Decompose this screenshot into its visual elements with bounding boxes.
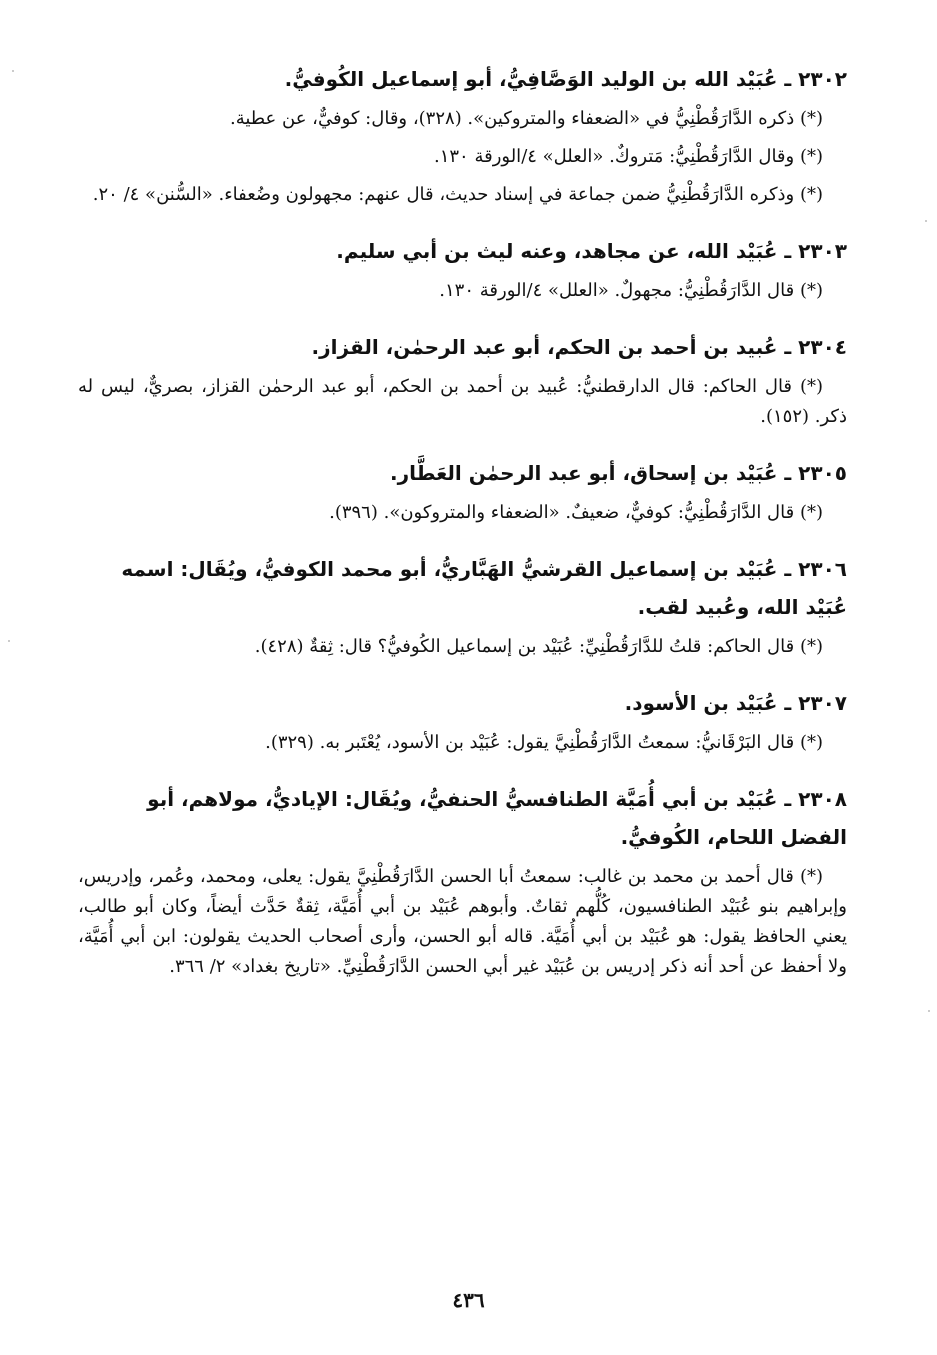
page-number: ٤٣٦	[452, 1288, 485, 1312]
entry-heading: ٢٣٠٢ ـ عُبَيْد الله بن الوليد الوَصَّافِيُّ، أبو إسماعيل الكُوفيُّ.	[284, 67, 847, 91]
entry-heading: ٢٣٠٤ ـ عُبيد بن أحمد بن الحكم، أبو عبد الرحمٰن، القزاز.	[311, 335, 847, 359]
entry-paragraph: (*) قال أحمد بن محمد بن غالب: سمعتُ أبا الحسن الدَّارَقُطْنِيَّ يقول: يعلى، ومحمد، وعُمر، وإدريس، وإبراهيم بنو عُبَيْد الطنافسيون، كُلُّهم ثقاتٌ. وأبوهم عُبَيْد بن أبي أُمَيَّة، ثِقةٌ حَدَّث أيضاً، وكان أبو طالب، يعني الحافظ يقول: هو عُبَيْد بن أبي أُمَيَّة. قاله أبو الحسن، وأرى أصحاب الحديث يقولون: ابن أبي أُمَيَّة، ولا أحفظ عن أحد أنه ذكر إدريس بن عُبَيْد غير أبي الحسن الدَّارَقُطْنِيِّ. «تاريخ بغداد» ٢/ ٣٦٦.	[78, 866, 847, 977]
scan-speck	[928, 1010, 930, 1012]
entry-heading: ٢٣٠٥ ـ عُبَيْد بن إسحاق، أبو عبد الرحمٰن العَطَّار.	[389, 461, 847, 485]
entry-2304	[78, 328, 847, 432]
entry-paragraph: (*) ذكره الدَّارَقُطْنِيُّ في «الضعفاء والمتروكين». (٣٢٨)، وقال: كوفيٌّ، عن عطية.	[229, 108, 823, 129]
entry-heading: ٢٣٠٣ ـ عُبَيْد الله، عن مجاهد، وعنه ليث بن أبي سليم.	[336, 239, 847, 263]
entry-2302	[78, 60, 847, 210]
entry-heading: ٢٣٠٦ ـ عُبَيْد بن إسماعيل القرشيُّ الهَبَّاريُّ، أبو محمد الكوفيُّ، ويُقَال: اسمه عُبَيْد الله، وعُبيد لقب.	[121, 557, 847, 619]
entry-heading: ٢٣٠٧ ـ عُبَيْد بن الأسود.	[624, 691, 847, 715]
entry-2308	[78, 780, 847, 982]
entry-paragraph: (*) قال الدَّارَقُطْنِيُّ: كوفيٌّ، ضعيفٌ. «الضعفاء والمتروكون». (٣٩٦).	[329, 502, 823, 523]
scan-speck	[925, 220, 927, 222]
entry-paragraph: (*) قال الحاكم: قلتُ للدَّارَقُطْنِيِّ: عُبَيْد بن إسماعيل الكُوفيُّ؟ قال: ثِقةٌ (٤٢٨).	[254, 636, 823, 657]
entry-2306	[78, 550, 847, 662]
entry-paragraph: (*) قال الدَّارَقُطْنِيُّ: مجهولٌ. «العلل» ٤/الورقة ١٣٠.	[439, 280, 823, 301]
entry-paragraph: (*) وذكره الدَّارَقُطْنِيُّ ضمن جماعة في إسناد حديث، قال عنهم: مجهولون وضُعفاء. «السُّنن» ٤/ ٢٠.	[92, 184, 823, 205]
scan-speck	[12, 70, 14, 72]
entry-paragraph: (*) قال البَرْقَانيُّ: سمعتُ الدَّارَقُطْنِيَّ يقول: عُبَيْد بن الأسود، يُعْتَبر به. (٣٢٩).	[265, 732, 823, 753]
entry-heading: ٢٣٠٨ ـ عُبَيْد بن أبي أُمَيَّة الطنافسيُّ الحنفيُّ، ويُقَال: الإياديُّ، مولاهم، أبو الفضل اللحام، الكُوفيُّ.	[147, 787, 847, 849]
scan-speck	[8, 640, 10, 642]
entry-2305	[78, 454, 847, 528]
entry-2307	[78, 684, 847, 758]
entry-paragraph: (*) وقال الدَّارَقُطْنِيُّ: مَتروكٌ. «العلل» ٤/الورقة ١٣٠.	[433, 146, 823, 167]
entry-2303	[78, 232, 847, 306]
entry-paragraph: (*) قال الحاكم: قال الدارقطنيُّ: عُبيد بن أحمد بن الحكم، أبو عبد الرحمٰن القزاز، بصريٌّ، ليس له ذكر. (١٥٢).	[78, 376, 847, 427]
